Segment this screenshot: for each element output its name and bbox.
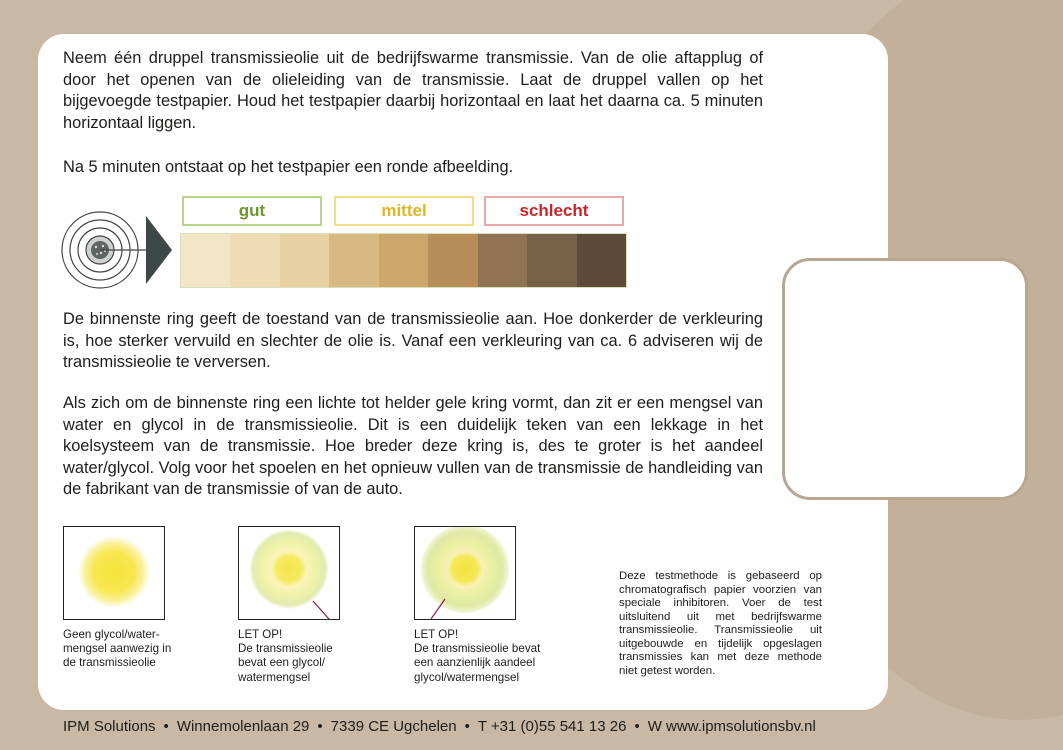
footer-separator: • [634, 718, 640, 735]
sample-caption-no-glycol: Geen glycol/water- mengsel aanwezig in de transmissieolie [63, 628, 172, 670]
color-scale-swatch-9 [577, 234, 626, 287]
footer-website-link[interactable]: W www.ipmsolutionsbv.nl [647, 718, 816, 735]
sample-image-glycol [238, 526, 340, 620]
color-scale-swatch-1 [181, 234, 230, 287]
color-scale-swatch-3 [280, 234, 329, 287]
sample-caption-much-glycol: LET OP! De transmissieolie bevat een aanzienlijk aandeel glycol/watermengsel [414, 628, 541, 684]
color-scale-swatch-5 [379, 234, 428, 287]
sample-image-no-glycol [63, 526, 165, 620]
color-scale-swatch-6 [428, 234, 477, 287]
footer [63, 718, 816, 735]
color-scale-swatch-7 [478, 234, 527, 287]
rating-bad-label: schlecht [484, 196, 624, 226]
after-five-paragraph: Na 5 minuten ontstaat op het testpapier een ronde afbeelding. [63, 158, 514, 176]
yellow-ring-paragraph: Als zich om de binnenste ring een lichte tot helder gele kring vormt, dan zit er een mengsel van water en glycol in de transmissieolie. Dit is een duidelijk teken van een lekkage in het koelsysteem van de transmissie. Hoe breder deze kring is, des te groter is het aandeel water/glycol. Volg voor het spoelen en het opnieuw vullen van de transmissie de handleiding van de fabrikant van de transmissie of van de auto. [63, 394, 763, 498]
intro-paragraph: Neem één druppel transmissieolie uit de bedrijfswarme transmissie. Van de olie aftapplug of door het openen van de olieleiding van de transmissie. Laat de druppel vallen op het bijgevoegde testpapier. Houd het testpapier daarbij horizontaal en laat het daarna ca. 5 minuten horizontaal liggen. [63, 49, 763, 132]
color-scale-swatch-8 [527, 234, 576, 287]
rating-medium-label: mittel [334, 196, 474, 226]
color-scale [180, 233, 627, 288]
side-card [782, 258, 1028, 500]
color-scale-swatch-4 [329, 234, 378, 287]
footer-phone: T +31 (0)55 541 13 26 [477, 718, 627, 735]
test-paper-target-icon [60, 208, 175, 292]
footer-city: 7339 CE Ugchelen [330, 718, 457, 735]
footer-separator: • [163, 718, 169, 735]
sample-caption-glycol: LET OP! De transmissieolie bevat een glycol/ watermengsel [238, 628, 333, 684]
footer-separator: • [464, 718, 470, 735]
inner-ring-paragraph: De binnenste ring geeft de toestand van de transmissieolie aan. Hoe donkerder de verkleuring is, hoe sterker vervuild en slechter de olie is. Vanaf een verkleuring van ca. 6 adviseren wij de transmissieolie te verversen. [63, 310, 763, 371]
footer-address: Winnemolenlaan 29 [176, 718, 310, 735]
sample-image-much-glycol [414, 526, 516, 620]
method-note: Deze testmethode is gebaseerd op chromatografisch papier voorzien van speciale inhibitoren. Voer de test uitsluitend uit met bedrijfswarme transmissieolie. Transmissieolie uit uitgebouwde en tijdelijk opgeslagen transmissies kan met deze methode niet getest worden. [619, 570, 822, 677]
color-scale-swatch-2 [230, 234, 279, 287]
rating-good-label: gut [182, 196, 322, 226]
footer-company: IPM Solutions [63, 718, 156, 735]
footer-separator: • [317, 718, 323, 735]
